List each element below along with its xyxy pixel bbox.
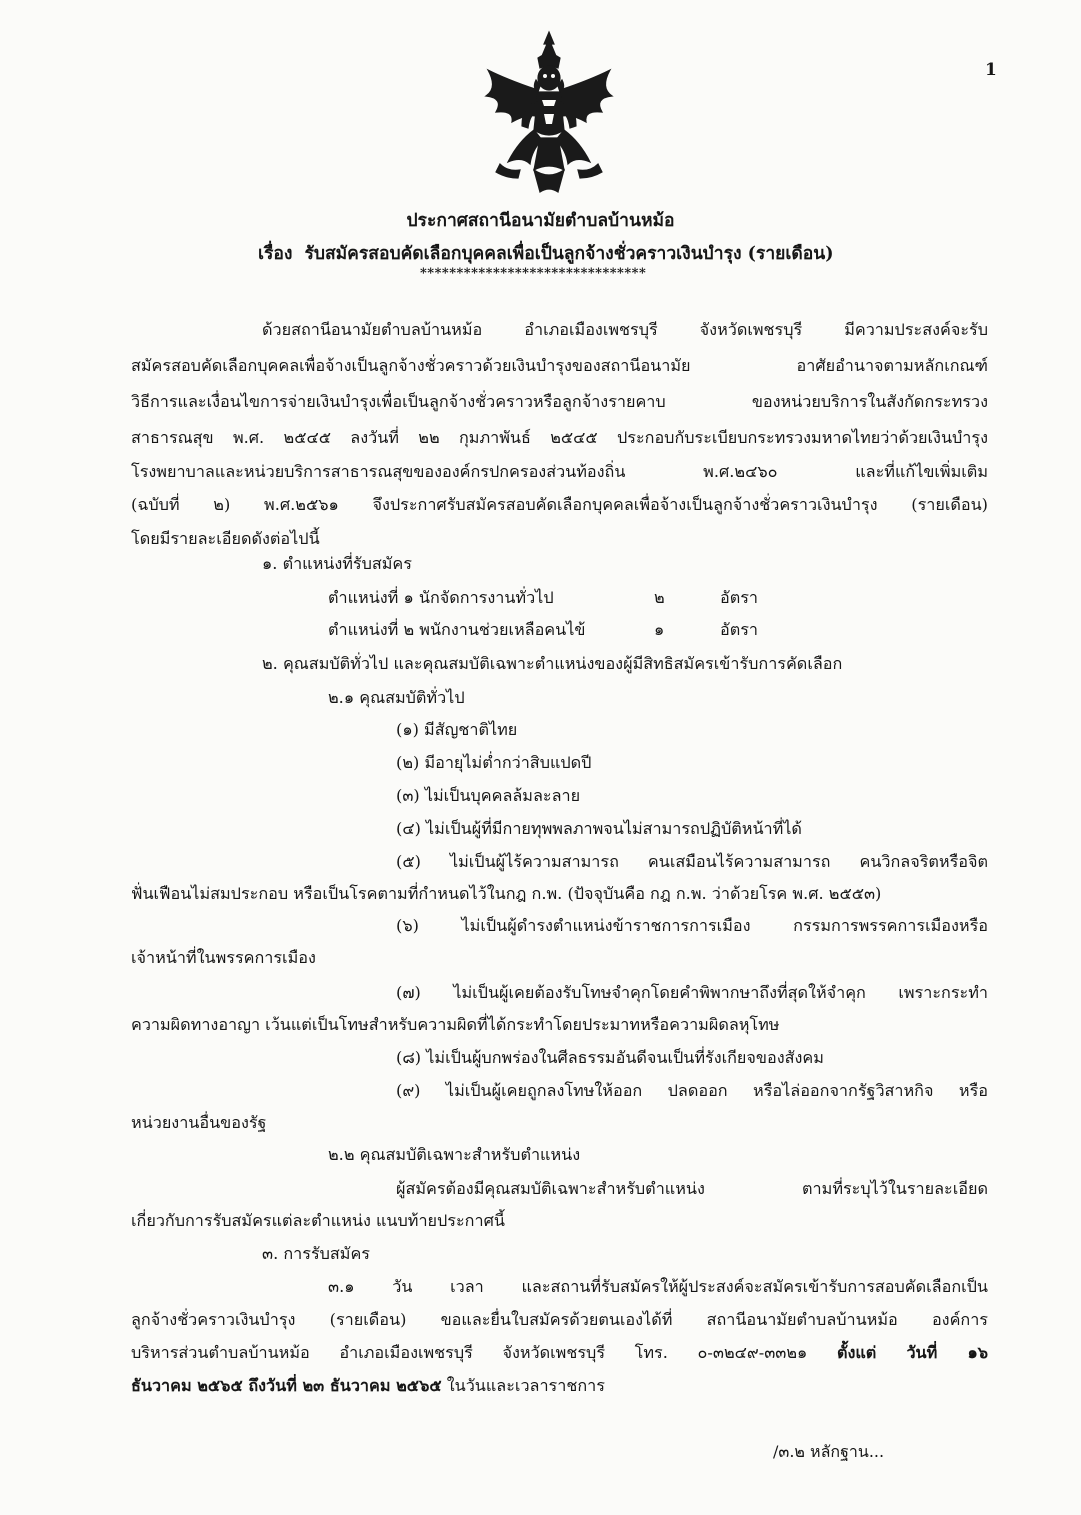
position-row (328, 622, 828, 642)
section-3-heading: ๓. การรับสมัคร (262, 1244, 370, 1263)
section-2-1-heading: ๒.๑ คุณสมบัติทั่วไป (328, 688, 465, 707)
qualification-item-continued: หน่วยงานอื่นของรัฐ (131, 1113, 267, 1132)
qualification-item-continued: เจ้าหน้าที่ในพรรคการเมือง (131, 948, 316, 967)
position-count: ๑ (654, 620, 665, 639)
qualification-item: (๗) ไม่เป็นผู้เคยต้องรับโทษจำคุกโดยคำพิพากษาถึงที่สุดให้จำคุก เพราะกระทำ (396, 983, 988, 1002)
position-row (328, 590, 828, 610)
intro-line: โดยมีรายละเอียดดังต่อไปนี้ (131, 529, 320, 548)
position-unit: อัตรา (720, 588, 759, 607)
application-text: ลูกจ้างชั่วคราวเงินบำรุง (รายเดือน) ขอและยื่นใบสมัครด้วยตนเองได้ที่ สถานีอนามัยตำบลบ้านหม้อ องค์การ (131, 1310, 988, 1329)
qualification-item: (๘) ไม่เป็นผู้บกพร่องในศีลธรรมอันดีจนเป็นที่รังเกียจของสังคม (396, 1048, 824, 1067)
application-text: ๓.๑ วัน เวลา และสถานที่รับสมัครให้ผู้ประสงค์จะสมัครเข้ารับการสอบคัดเลือกเป็น (328, 1277, 988, 1296)
application-text (131, 1378, 605, 1394)
specific-qualification-text: ผู้สมัครต้องมีคุณสมบัติเฉพาะสำหรับตำแหน่ง ตามที่ระบุไว้ในรายละเอียด (396, 1179, 988, 1198)
subject-text: รับสมัครสอบคัดเลือกบุคคลเพื่อเป็นลูกจ้างชั่วคราวเงินบำรุง (รายเดือน) (304, 244, 834, 264)
qualification-item: (๑) มีสัญชาติไทย (396, 720, 518, 739)
qualification-item: (๙) ไม่เป็นผู้เคยถูกลงโทษให้ออก ปลดออก หรือไล่ออกจากรัฐวิสาหกิจ หรือ (396, 1081, 988, 1100)
subject-label: เรื่อง (258, 244, 293, 264)
qualification-item: (๔) ไม่เป็นผู้ที่มีกายทุพพลภาพจนไม่สามารถปฏิบัติหน้าที่ได้ (396, 819, 802, 838)
application-text (131, 1345, 988, 1361)
section-2-2-heading: ๒.๒ คุณสมบัติเฉพาะสำหรับตำแหน่ง (328, 1145, 581, 1164)
intro-line: (ฉบับที่ ๒) พ.ศ.๒๕๖๑ จึงประกาศรับสมัครสอบคัดเลือกบุคคลเพื่อจ้างเป็นลูกจ้างชั่วคราวเงินบำรุง (รายเดือน) (131, 495, 988, 514)
section-1-heading: ๑. ตำแหน่งที่รับสมัคร (262, 554, 412, 573)
application-date-range: ธันวาคม ๒๕๖๕ ถึงวันที่ ๒๓ ธันวาคม ๒๕๖๕ (131, 1376, 442, 1395)
announcement-subject (258, 239, 834, 267)
application-hours: ในวันและเวลาราชการ (446, 1376, 605, 1395)
continued-marker: /๓.๒ หลักฐาน... (773, 1442, 885, 1461)
qualification-item: (๕) ไม่เป็นผู้ไร้ความสามารถ คนเสมือนไร้ความสามารถ คนวิกลจริตหรือจิต (396, 852, 988, 871)
qualification-item-continued: ฟั่นเฟือนไม่สมประกอบ หรือเป็นโรคตามที่กำหนดไว้ในกฎ ก.พ. (ปัจจุบันคือ กฎ ก.พ. ว่าด้วยโรค พ.ศ. ๒๕๕๓) (131, 884, 882, 903)
qualification-item: (๓) ไม่เป็นบุคคลล้มละลาย (396, 786, 581, 805)
section-2-heading: ๒. คุณสมบัติทั่วไป และคุณสมบัติเฉพาะตำแหน่งของผู้มีสิทธิสมัครเข้ารับการคัดเลือก (262, 654, 843, 673)
title-separator: ******************************* (420, 266, 647, 281)
application-location: บริหารส่วนตำบลบ้านหม้อ อำเภอเมืองเพชรบุรี จังหวัดเพชรบุรี โทร. ๐-๓๒๔๙-๓๓๒๑ (131, 1343, 808, 1362)
announcement-title: ประกาศสถานีอนามัยตำบลบ้านหม้อ (406, 211, 675, 231)
position-count: ๒ (654, 588, 665, 607)
qualification-item: (๖) ไม่เป็นผู้ดำรงตำแหน่งข้าราชการการเมือง กรรมการพรรคการเมืองหรือ (396, 916, 988, 935)
position-label: ตำแหน่งที่ ๒ พนักงานช่วยเหลือคนไข้ (328, 620, 586, 639)
garuda-emblem-icon (478, 30, 620, 196)
position-label: ตำแหน่งที่ ๑ นักจัดการงานทั่วไป (328, 588, 554, 607)
application-start-date: ตั้งแต่ วันที่ ๑๖ (836, 1343, 988, 1362)
page-number: 1 (985, 60, 997, 80)
intro-line: โรงพยาบาลและหน่วยบริการสาธารณสุขขององค์กรปกครองส่วนท้องถิ่น พ.ศ.๒๔๖๐ และที่แก้ไขเพิ่มเติม (131, 462, 988, 481)
qualification-item: (๒) มีอายุไม่ต่ำกว่าสิบแปดปี (396, 753, 592, 772)
intro-line: วิธีการและเงื่อนไขการจ่ายเงินบำรุงเพื่อเป็นลูกจ้างชั่วคราวหรือลูกจ้างรายคาบ ของหน่วยบริการในสังกัดกระทรวง (131, 392, 988, 411)
intro-line: สมัครสอบคัดเลือกบุคคลเพื่อจ้างเป็นลูกจ้างชั่วคราวด้วยเงินบำรุงของสถานีอนามัย อาศัยอำนาจตามหลักเกณฑ์ (131, 356, 988, 375)
position-unit: อัตรา (720, 620, 759, 639)
intro-line: ด้วยสถานีอนามัยตำบลบ้านหม้อ อำเภอเมืองเพชรบุรี จังหวัดเพชรบุรี มีความประสงค์จะรับ (262, 320, 988, 339)
intro-line: สาธารณสุข พ.ศ. ๒๕๔๕ ลงวันที่ ๒๒ กุมภาพันธ์ ๒๕๔๕ ประกอบกับระเบียบกระทรวงมหาดไทยว่าด้วยเงินบำรุง (131, 428, 988, 447)
qualification-item-continued: ความผิดทางอาญา เว้นแต่เป็นโทษสำหรับความผิดที่ได้กระทำโดยประมาทหรือความผิดลหุโทษ (131, 1015, 780, 1034)
specific-qualification-text: เกี่ยวกับการรับสมัครแต่ละตำแหน่ง แนบท้ายประกาศนี้ (131, 1211, 505, 1230)
